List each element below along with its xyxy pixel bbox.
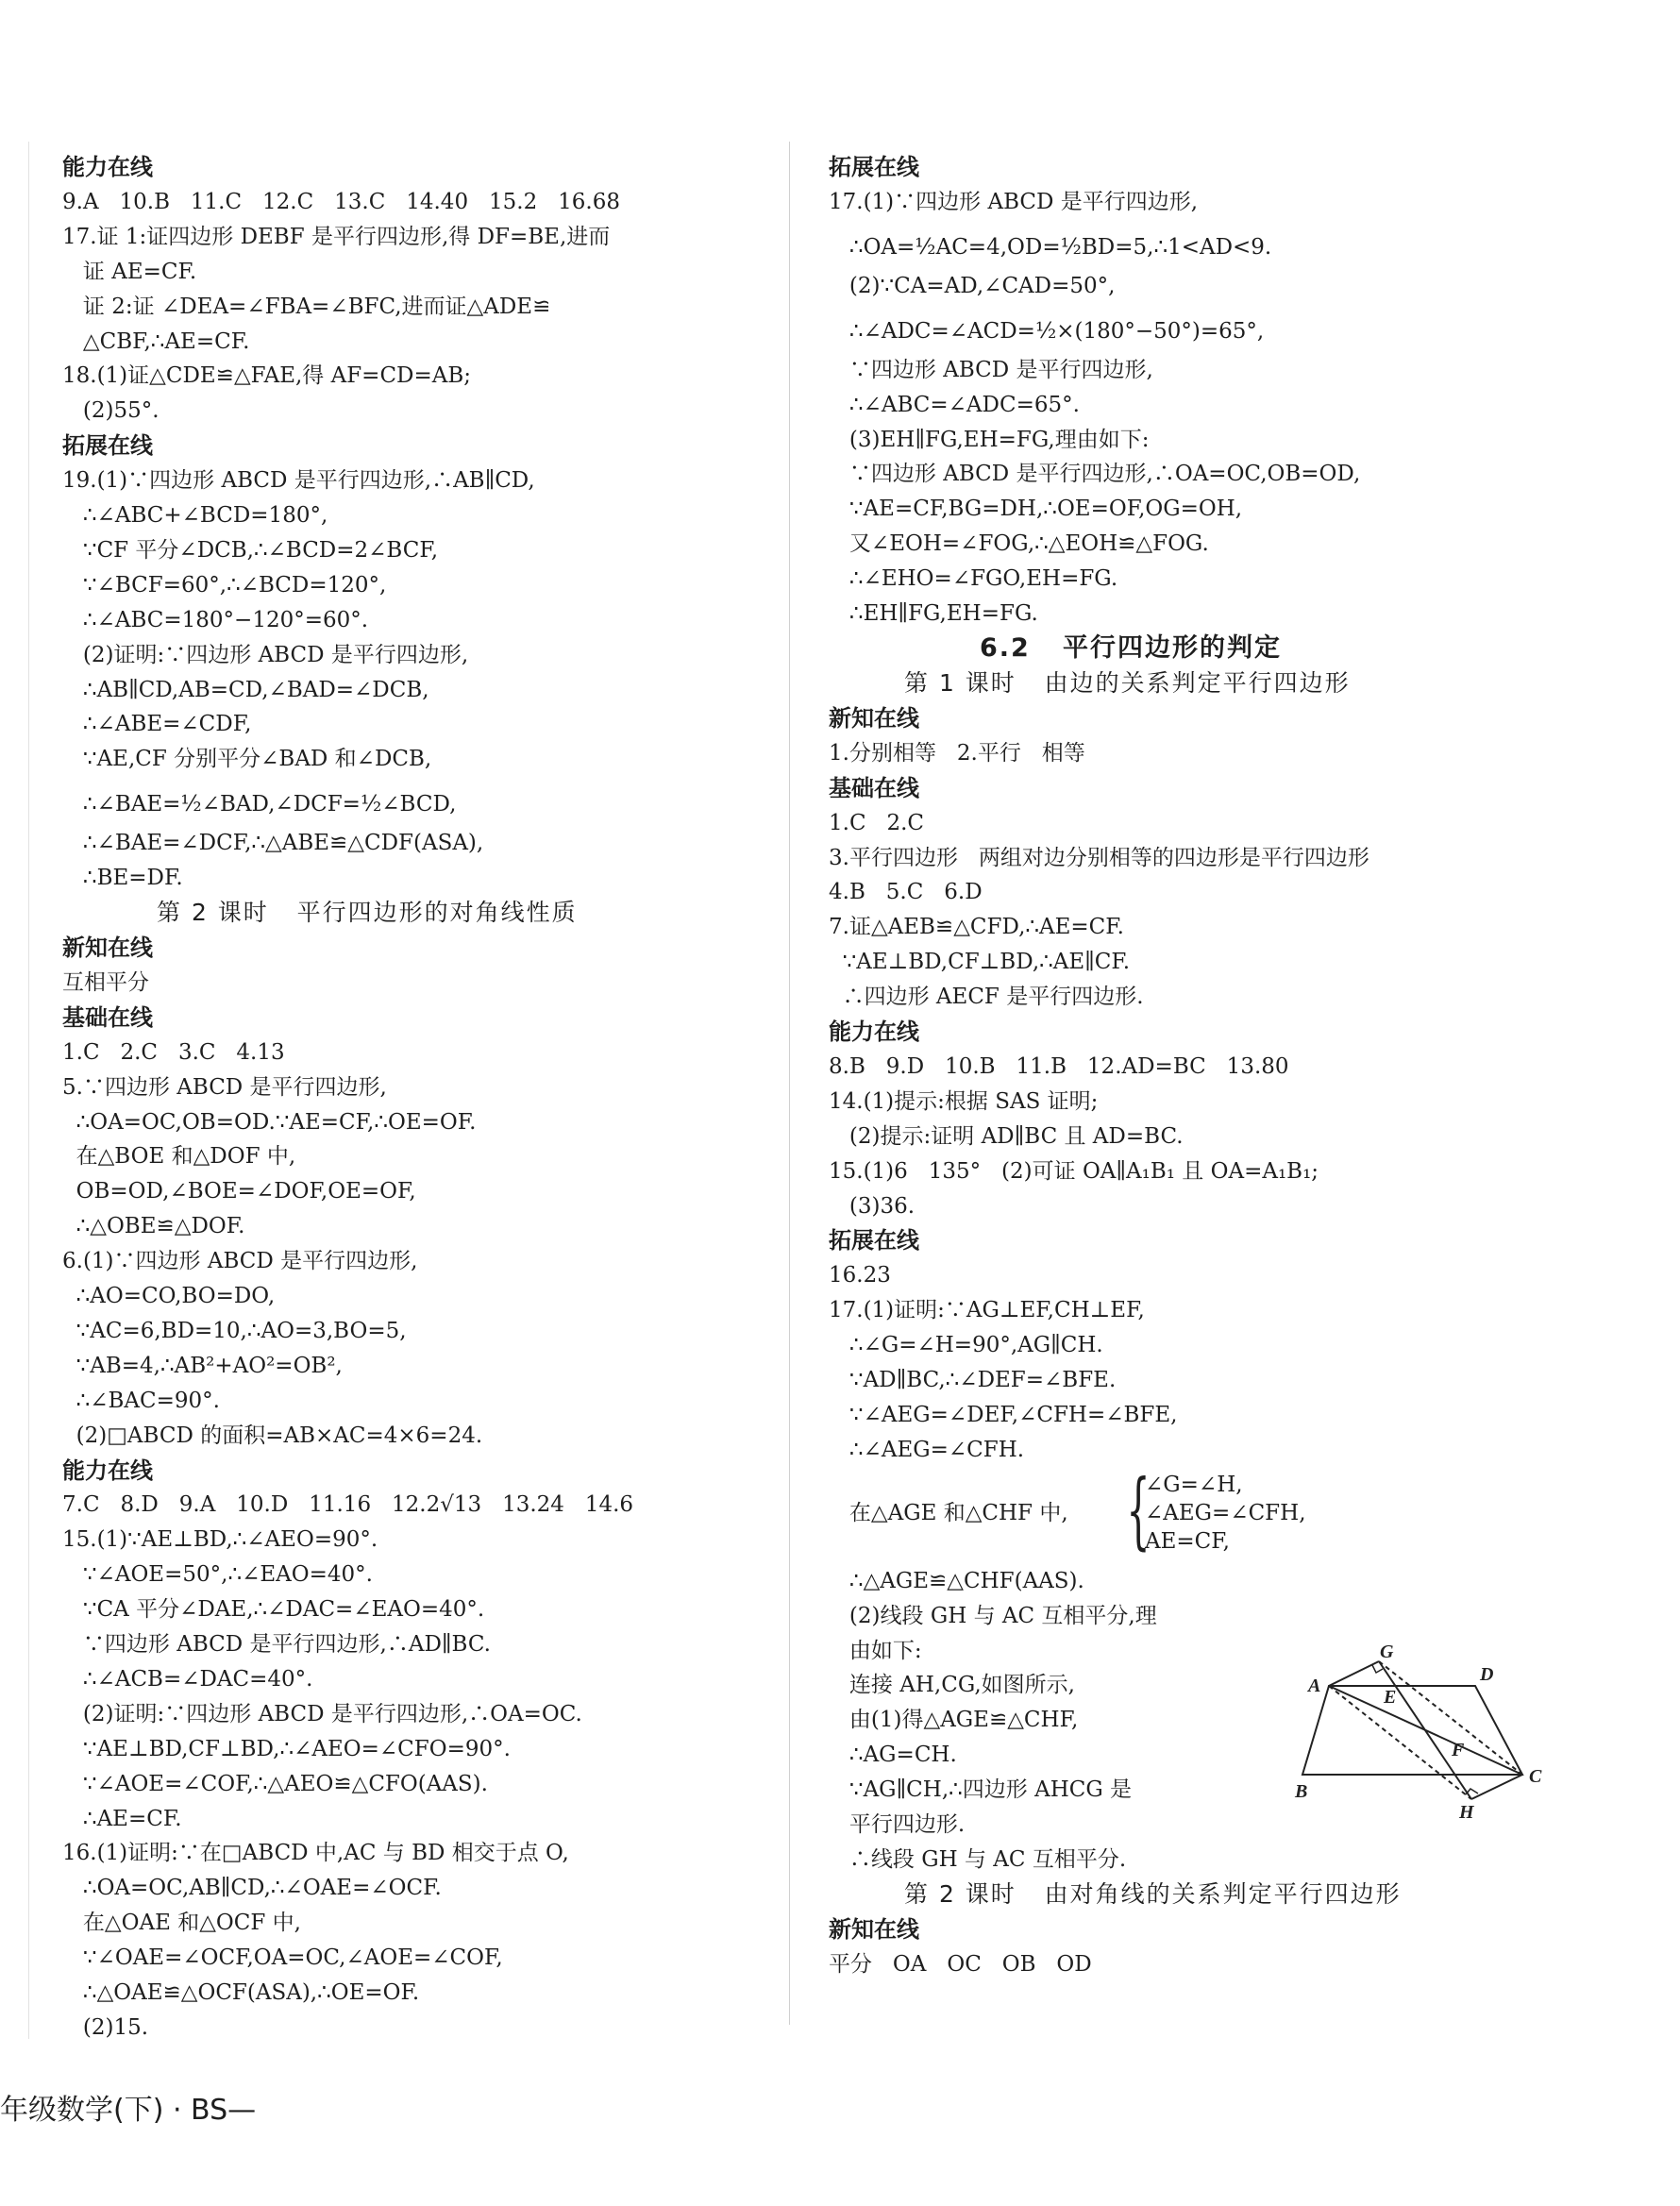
segment-ch <box>1471 1775 1522 1799</box>
brace-lead: 在△AGE 和△CHF 中, <box>829 1500 1068 1525</box>
answer-line: ∴∠BAE=∠DCF,∴△ABE≌△CDF(ASA), <box>62 831 484 856</box>
answer-line: 由(1)得△AGE≌△CHF, <box>829 1708 1079 1733</box>
answer-line: (2)证明:∵四边形 ABCD 是平行四边形,∴OA=OC. <box>62 1701 582 1726</box>
answer-line: 1.C 2.C <box>829 810 925 835</box>
answer-line: ∵AE⊥BD,CF⊥BD,∴AE∥CF. <box>829 950 1131 975</box>
label-b: B <box>1295 1781 1308 1802</box>
answer-line: 在△BOE 和△DOF 中, <box>62 1144 296 1170</box>
answer-line: ∴AE=CF. <box>62 1806 182 1831</box>
section-heading: 拓展在线 <box>829 1227 919 1255</box>
answer-line: ∴△OAE≌△OCF(ASA),∴OE=OF. <box>62 1980 420 2005</box>
parallelogram-figure <box>1291 1642 1565 1822</box>
answer-line: 3.平行四边形 两组对边分别相等的四边形是平行四边形 <box>829 845 1369 870</box>
answer-line: ∴∠ADC=∠ACD=½×(180°−50°)=65°, <box>829 318 1265 344</box>
answer-line: 平分 OA OC OB OD <box>829 1951 1092 1977</box>
answer-line: 5.∵四边形 ABCD 是平行四边形, <box>62 1074 387 1100</box>
answer-line: ∵AE⊥BD,CF⊥BD,∴∠AEO=∠CFO=90°. <box>62 1736 511 1761</box>
answer-line: 19.(1)∵四边形 ABCD 是平行四边形,∴AB∥CD, <box>62 468 535 494</box>
answer-line: ∴OA=½AC=4,OD=½BD=5,∴1<AD<9. <box>829 234 1272 260</box>
answer-line: ∴∠BAE=½∠BAD,∠DCF=½∠BCD, <box>62 792 457 817</box>
answer-line: 14.(1)提示:根据 SAS 证明; <box>829 1088 1099 1114</box>
answer-line: 17.(1)∵四边形 ABCD 是平行四边形, <box>829 189 1199 214</box>
chapter-title: 6.2 平行四边形的判定 <box>980 632 1283 663</box>
answer-line: ∴∠ABE=∠CDF, <box>62 712 252 737</box>
label-h: H <box>1459 1802 1474 1822</box>
answer-line: (2)□ABCD 的面积=AB×AC=4×6=24. <box>62 1423 483 1448</box>
answer-line: ∵AB=4,∴AB²+AO²=OB², <box>62 1353 343 1378</box>
answer-line: ∵CF 平分∠DCB,∴∠BCD=2∠BCF, <box>62 537 439 563</box>
section-heading: 拓展在线 <box>62 432 153 460</box>
answer-line: ∴BE=DF. <box>62 866 183 891</box>
answer-line: ∵四边形 ABCD 是平行四边形,∴AD∥BC. <box>62 1632 491 1657</box>
answer-line: (2)提示:证明 AD∥BC 且 AD=BC. <box>829 1123 1184 1149</box>
answer-line: 连接 AH,CG,如图所示, <box>829 1673 1075 1698</box>
answer-line: 9.A 10.B 11.C 12.C 13.C 14.40 15.2 16.68 <box>62 189 620 214</box>
answer-line: 互相平分 <box>62 969 149 995</box>
answer-line: ∴四边形 AECF 是平行四边形. <box>829 985 1144 1010</box>
answer-line: 7.证△AEB≌△CFD,∴AE=CF. <box>829 915 1124 940</box>
lesson-title: 第 2 课时 由对角线的关系判定平行四边形 <box>904 1879 1402 1908</box>
section-heading: 能力在线 <box>62 1457 153 1484</box>
answer-line: ∴△AGE≌△CHF(AAS). <box>829 1568 1084 1593</box>
brace-line: ∠G=∠H, <box>1145 1472 1243 1497</box>
answer-line: 4.B 5.C 6.D <box>829 880 983 905</box>
label-f: F <box>1452 1740 1465 1760</box>
segment-ef-line <box>1379 1661 1471 1799</box>
answer-line: ∴∠ABC=180°−120°=60°. <box>62 607 369 632</box>
answer-line: ∴△OBE≌△DOF. <box>62 1214 245 1239</box>
lesson-title: 第 2 课时 平行四边形的对角线性质 <box>157 899 578 926</box>
answer-line: 18.(1)证△CDE≌△FAE,得 AF=CD=AB; <box>62 363 472 389</box>
answer-line: ∴∠AEG=∠CFH. <box>829 1437 1025 1462</box>
answer-line: (2)证明:∵四边形 ABCD 是平行四边形, <box>62 642 469 667</box>
answer-line: (3)EH∥FG,EH=FG,理由如下: <box>829 427 1150 452</box>
answer-line: 6.(1)∵四边形 ABCD 是平行四边形, <box>62 1249 418 1274</box>
answer-line: ∴∠G=∠H=90°,AG∥CH. <box>829 1333 1103 1358</box>
answer-line: 16.23 <box>829 1263 891 1288</box>
brace-line: AE=CF, <box>1145 1528 1230 1554</box>
answer-line: ∴AB∥CD,AB=CD,∠BAD=∠DCB, <box>62 677 429 702</box>
dashed-ah <box>1329 1686 1471 1799</box>
brace-symbol: { <box>1126 1460 1151 1558</box>
section-heading: 新知在线 <box>62 935 153 961</box>
answer-line: OB=OD,∠BOE=∠DOF,OE=OF, <box>62 1179 416 1204</box>
answer-line: ∵CA 平分∠DAE,∴∠DAC=∠EAO=40°. <box>62 1597 485 1623</box>
answer-line: ∴∠ABC=∠ADC=65°. <box>829 392 1080 417</box>
answer-line: ∵四边形 ABCD 是平行四边形,∴OA=OC,OB=OD, <box>829 462 1361 487</box>
section-heading: 拓展在线 <box>829 154 919 180</box>
section-heading: 能力在线 <box>62 154 153 180</box>
answer-line: 8.B 9.D 10.B 11.B 12.AD=BC 13.80 <box>829 1053 1289 1079</box>
answer-line: ∴OA=OC,OB=OD.∵AE=CF,∴OE=OF. <box>62 1109 477 1135</box>
label-c: C <box>1529 1766 1542 1787</box>
answer-line: (2)∵CA=AD,∠CAD=50°, <box>829 273 1116 298</box>
answer-line: 15.(1)∵AE⊥BD,∴∠AEO=90°. <box>62 1527 378 1553</box>
answer-line: ∴∠ACB=∠DAC=40°. <box>62 1666 313 1692</box>
segment-ag <box>1329 1661 1379 1686</box>
answer-line: (2)55°. <box>62 398 160 424</box>
answer-line: (2)15. <box>62 2014 149 2040</box>
parallelogram-abcd <box>1302 1686 1522 1775</box>
answer-line: ∵四边形 ABCD 是平行四边形, <box>829 357 1153 382</box>
page-footer: 年级数学(下) · BS— <box>0 2094 257 2127</box>
answer-line: ∵∠AOE=50°,∴∠EAO=40°. <box>62 1562 373 1588</box>
answer-line: △CBF,∴AE=CF. <box>62 328 250 354</box>
answer-line: 又∠EOH=∠FOG,∴△EOH≌△FOG. <box>829 531 1209 557</box>
answer-line: 1.C 2.C 3.C 4.13 <box>62 1039 285 1065</box>
label-a: A <box>1308 1676 1321 1696</box>
answer-line: 7.C 8.D 9.A 10.D 11.16 12.2√13 13.24 14.6 <box>62 1492 634 1518</box>
answer-line: 平行四边形. <box>829 1812 966 1837</box>
answer-line: ∵∠BCF=60°,∴∠BCD=120°, <box>62 572 387 598</box>
answer-line: ∴∠ABC+∠BCD=180°, <box>62 503 328 528</box>
answer-line: ∴AO=CO,BO=DO, <box>62 1284 276 1308</box>
answer-line: ∵AE=CF,BG=DH,∴OE=OF,OG=OH, <box>829 497 1243 522</box>
section-heading: 新知在线 <box>829 1915 919 1943</box>
section-heading: 能力在线 <box>829 1019 919 1045</box>
answer-line: 17.(1)证明:∵AG⊥EF,CH⊥EF, <box>829 1298 1145 1323</box>
lesson-title: 第 1 课时 由边的关系判定平行四边形 <box>904 668 1351 697</box>
brace-line: ∠AEG=∠CFH, <box>1145 1500 1306 1525</box>
label-e: E <box>1384 1687 1397 1708</box>
answer-line: ∵∠AEG=∠DEF,∠CFH=∠BFE, <box>829 1402 1178 1427</box>
left-margin-rule <box>28 142 29 2039</box>
answer-line: (2)线段 GH 与 AC 互相平分,理 <box>829 1603 1157 1628</box>
answer-line: 1.分别相等 2.平行 相等 <box>829 740 1085 766</box>
column-divider <box>789 142 790 2025</box>
answer-line: ∴AG=CH. <box>829 1743 957 1768</box>
answer-line: ∵AG∥CH,∴四边形 AHCG 是 <box>829 1777 1133 1803</box>
answer-line: 15.(1)6 135° (2)可证 OA∥A₁B₁ 且 OA=A₁B₁; <box>829 1158 1319 1184</box>
answer-line: ∴∠BAC=90°. <box>62 1388 220 1413</box>
answer-line: ∴EH∥FG,EH=FG. <box>829 601 1038 626</box>
section-heading: 基础在线 <box>829 774 919 801</box>
answer-line: ∵AD∥BC,∴∠DEF=∠BFE. <box>829 1368 1117 1392</box>
answer-line: 证 2:证 ∠DEA=∠FBA=∠BFC,进而证△ADE≌ <box>62 294 551 319</box>
answer-line: ∴∠EHO=∠FGO,EH=FG. <box>829 566 1118 592</box>
section-heading: 新知在线 <box>829 704 919 732</box>
answer-line: 16.(1)证明:∵在□ABCD 中,AC 与 BD 相交于点 O, <box>62 1841 569 1866</box>
answer-line: ∵∠OAE=∠OCF,OA=OC,∠AOE=∠COF, <box>62 1945 503 1971</box>
answer-line: 17.证 1:证四边形 DEBF 是平行四边形,得 DF=BE,进而 <box>62 224 611 249</box>
answer-line: 证 AE=CF. <box>62 259 197 284</box>
answer-line: ∵AC=6,BD=10,∴AO=3,BO=5, <box>62 1318 407 1343</box>
label-g: G <box>1380 1642 1394 1662</box>
section-heading: 基础在线 <box>62 1003 153 1031</box>
answer-line: ∵∠AOE=∠COF,∴△AEO≌△CFO(AAS). <box>62 1771 488 1796</box>
label-d: D <box>1480 1664 1494 1685</box>
answer-line: ∴OA=OC,AB∥CD,∴∠OAE=∠OCF. <box>62 1876 442 1901</box>
answer-line: (3)36. <box>829 1193 916 1219</box>
answer-line: 在△OAE 和△OCF 中, <box>62 1911 301 1936</box>
answer-line: 由如下: <box>829 1638 922 1663</box>
answer-line: ∵AE,CF 分别平分∠BAD 和∠DCB, <box>62 747 432 772</box>
answer-line: ∴线段 GH 与 AC 互相平分. <box>829 1846 1127 1872</box>
